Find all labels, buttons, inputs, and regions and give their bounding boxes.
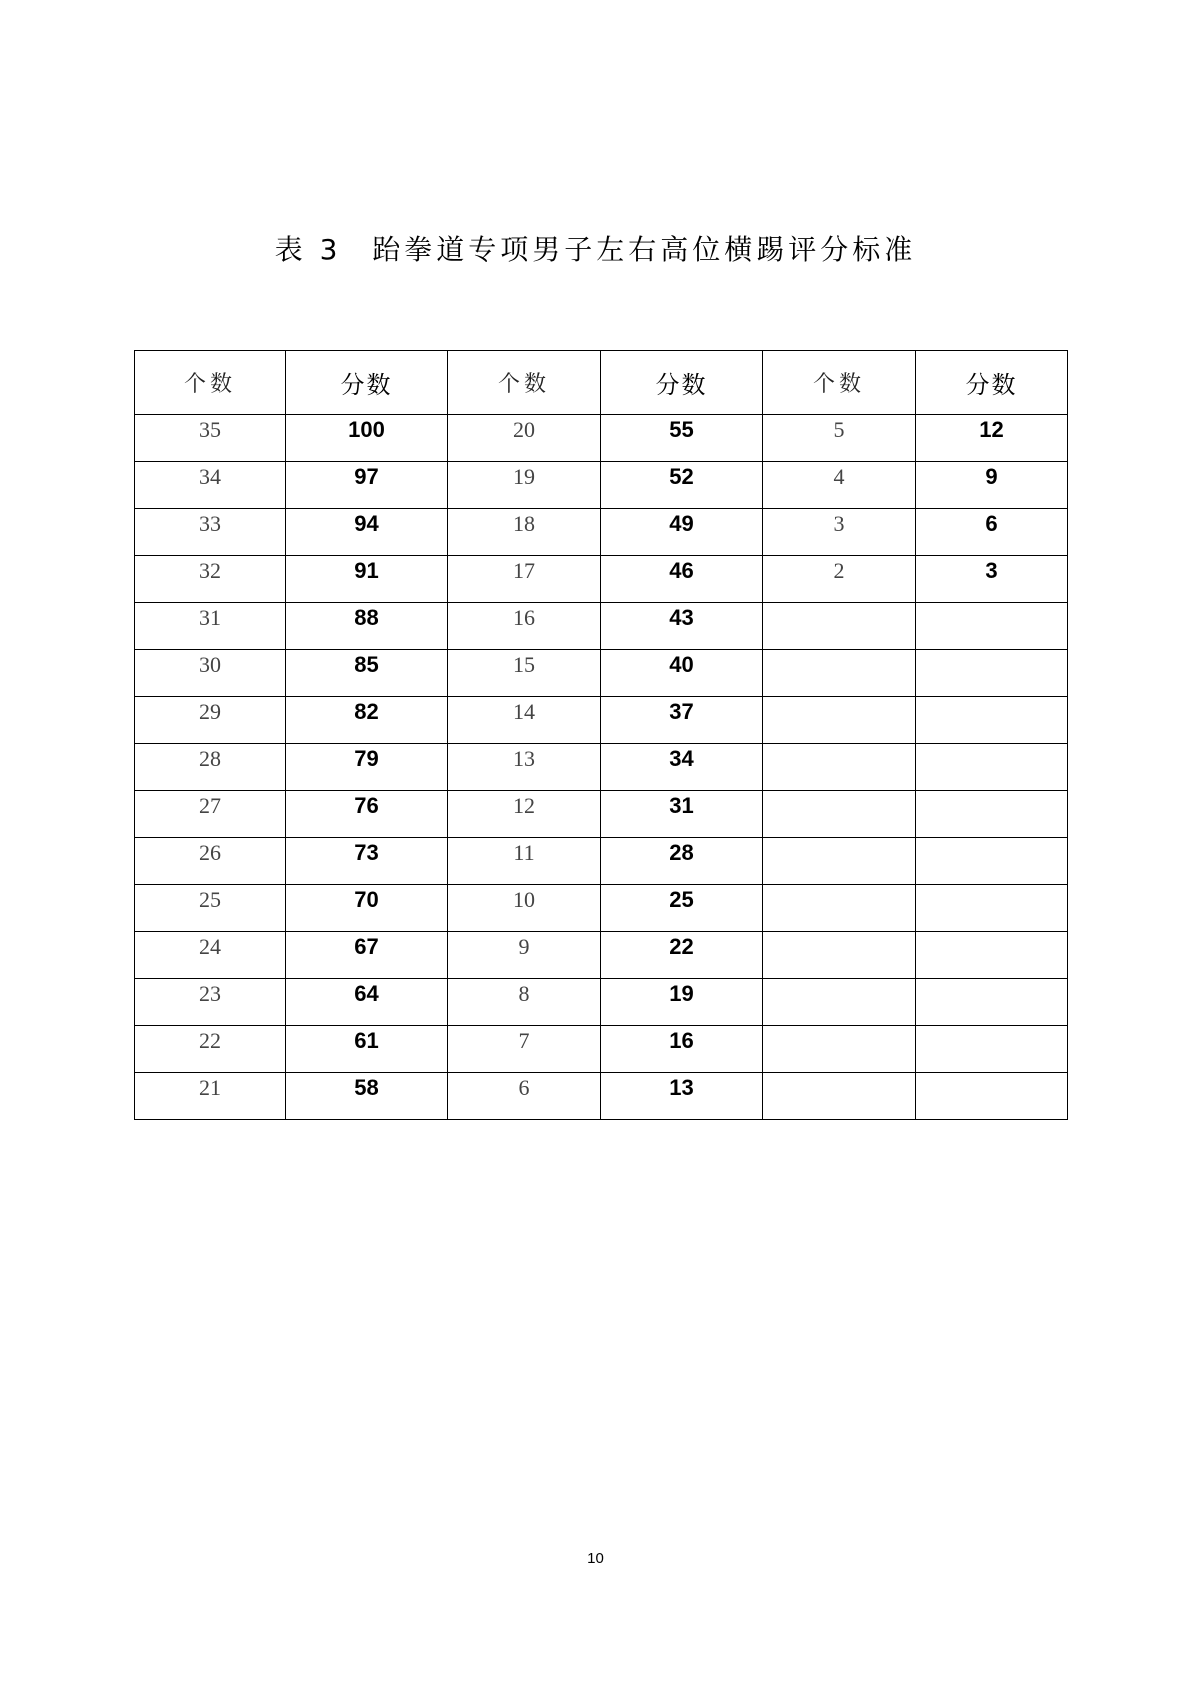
header-score: 分数 (916, 351, 1068, 415)
table-row (135, 603, 1068, 650)
page-number: 10 (587, 1550, 604, 1567)
count-cell: 7 (448, 1026, 601, 1073)
count-cell (763, 603, 916, 650)
count-cell: 2 (763, 556, 916, 603)
score-cell: 73 (286, 838, 448, 885)
score-cell: 43 (601, 603, 763, 650)
score-cell: 31 (601, 791, 763, 838)
score-cell: 16 (601, 1026, 763, 1073)
count-cell: 20 (448, 415, 601, 462)
score-cell: 94 (286, 509, 448, 556)
count-cell (763, 1026, 916, 1073)
score-cell: 79 (286, 744, 448, 791)
header-count: 个数 (448, 351, 601, 415)
count-cell (763, 1073, 916, 1120)
count-cell: 28 (135, 744, 286, 791)
score-cell (916, 885, 1068, 932)
count-cell: 24 (135, 932, 286, 979)
count-cell: 12 (448, 791, 601, 838)
score-cell: 91 (286, 556, 448, 603)
table-row (135, 650, 1068, 697)
count-cell: 32 (135, 556, 286, 603)
score-cell: 34 (601, 744, 763, 791)
score-cell: 67 (286, 932, 448, 979)
score-cell (916, 697, 1068, 744)
score-cell: 3 (916, 556, 1068, 603)
count-cell: 11 (448, 838, 601, 885)
score-cell (916, 1073, 1068, 1120)
table-row (135, 697, 1068, 744)
count-cell (763, 979, 916, 1026)
score-cell (916, 932, 1068, 979)
score-cell: 22 (601, 932, 763, 979)
count-cell: 5 (763, 415, 916, 462)
score-cell: 61 (286, 1026, 448, 1073)
count-cell: 9 (448, 932, 601, 979)
count-cell: 35 (135, 415, 286, 462)
count-cell (763, 697, 916, 744)
score-cell: 76 (286, 791, 448, 838)
count-cell: 17 (448, 556, 601, 603)
score-cell: 40 (601, 650, 763, 697)
table-number: 表 3 (274, 233, 342, 266)
score-cell: 49 (601, 509, 763, 556)
score-cell: 9 (916, 462, 1068, 509)
score-cell (916, 650, 1068, 697)
count-cell (763, 932, 916, 979)
count-cell (763, 650, 916, 697)
count-cell: 4 (763, 462, 916, 509)
count-cell: 18 (448, 509, 601, 556)
score-cell (916, 603, 1068, 650)
count-cell: 19 (448, 462, 601, 509)
count-cell: 33 (135, 509, 286, 556)
table-row (135, 791, 1068, 838)
count-cell: 30 (135, 650, 286, 697)
score-cell (916, 1026, 1068, 1073)
score-cell: 82 (286, 697, 448, 744)
table-body (135, 415, 1068, 1120)
table-row (135, 838, 1068, 885)
count-cell: 22 (135, 1026, 286, 1073)
count-cell: 3 (763, 509, 916, 556)
score-cell: 85 (286, 650, 448, 697)
count-cell (763, 885, 916, 932)
table-row (135, 509, 1068, 556)
score-cell: 58 (286, 1073, 448, 1120)
count-cell: 16 (448, 603, 601, 650)
scoring-table (134, 350, 1068, 1120)
score-cell: 52 (601, 462, 763, 509)
count-cell (763, 791, 916, 838)
table-row (135, 1073, 1068, 1120)
score-cell (916, 791, 1068, 838)
count-cell: 10 (448, 885, 601, 932)
header-score: 分数 (601, 351, 763, 415)
count-cell: 26 (135, 838, 286, 885)
score-cell (916, 979, 1068, 1026)
count-cell: 6 (448, 1073, 601, 1120)
count-cell: 13 (448, 744, 601, 791)
table-row (135, 556, 1068, 603)
count-cell: 27 (135, 791, 286, 838)
table-row (135, 1026, 1068, 1073)
table-caption: 跆拳道专项男子左右高位横踢评分标准 (372, 233, 917, 266)
table-row (135, 932, 1068, 979)
table-row (135, 885, 1068, 932)
score-cell: 37 (601, 697, 763, 744)
header-score: 分数 (286, 351, 448, 415)
count-cell (763, 838, 916, 885)
header-count: 个数 (763, 351, 916, 415)
score-cell (916, 744, 1068, 791)
table-title (0, 232, 1191, 268)
score-cell: 19 (601, 979, 763, 1026)
count-cell (763, 744, 916, 791)
score-cell: 46 (601, 556, 763, 603)
header-count: 个数 (135, 351, 286, 415)
score-cell: 28 (601, 838, 763, 885)
count-cell: 8 (448, 979, 601, 1026)
count-cell: 14 (448, 697, 601, 744)
score-cell: 55 (601, 415, 763, 462)
count-cell: 15 (448, 650, 601, 697)
score-cell: 70 (286, 885, 448, 932)
count-cell: 31 (135, 603, 286, 650)
score-cell: 97 (286, 462, 448, 509)
table-row (135, 744, 1068, 791)
count-cell: 29 (135, 697, 286, 744)
score-cell (916, 838, 1068, 885)
table-row (135, 462, 1068, 509)
score-cell: 6 (916, 509, 1068, 556)
table-row (135, 979, 1068, 1026)
score-cell: 88 (286, 603, 448, 650)
count-cell: 21 (135, 1073, 286, 1120)
score-cell: 13 (601, 1073, 763, 1120)
count-cell: 34 (135, 462, 286, 509)
score-cell: 12 (916, 415, 1068, 462)
count-cell: 25 (135, 885, 286, 932)
score-cell: 100 (286, 415, 448, 462)
table-header-row (135, 351, 1068, 415)
score-cell: 25 (601, 885, 763, 932)
count-cell: 23 (135, 979, 286, 1026)
score-cell: 64 (286, 979, 448, 1026)
table-row (135, 415, 1068, 462)
